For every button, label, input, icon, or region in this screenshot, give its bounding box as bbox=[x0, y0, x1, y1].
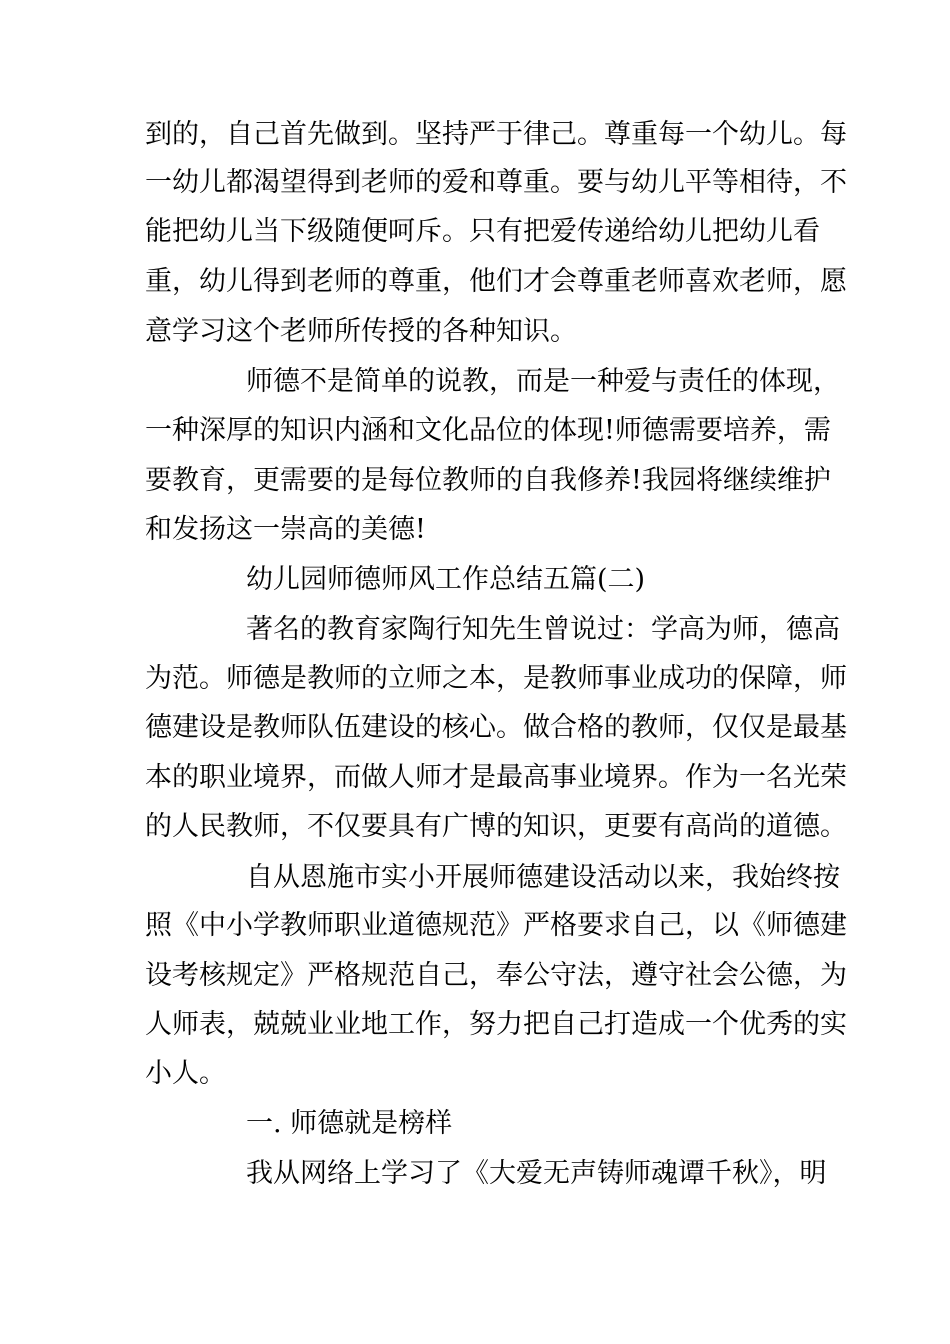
paragraph-line: 能把幼儿当下级随便呵斥。只有把爱传递给幼儿把幼儿看 bbox=[145, 216, 820, 247]
paragraph-line: 德建设是教师队伍建设的核心。做合格的教师，仅仅是最基 bbox=[145, 712, 847, 743]
paragraph-line: 人师表，兢兢业业地工作，努力把自己打造成一个优秀的实 bbox=[145, 1009, 847, 1040]
paragraph-line: 到的，自己首先做到。坚持严于律己。尊重每一个幼儿。每 bbox=[145, 119, 847, 150]
paragraph-line: 为范。师德是教师的立师之本，是教师事业成功的保障，师 bbox=[145, 663, 847, 694]
paragraph-line: 我从网络上学习了《大爱无声铸师魂谭千秋》，明 bbox=[246, 1158, 827, 1189]
paragraph-line: 重，幼儿得到老师的尊重，他们才会尊重老师喜欢老师，愿 bbox=[145, 266, 847, 297]
paragraph-line: 一幼儿都渴望得到老师的爱和尊重。要与幼儿平等相待，不 bbox=[145, 167, 847, 198]
paragraph-line: 一种深厚的知识内涵和文化品位的体现!师德需要培养，需 bbox=[145, 415, 831, 446]
paragraph-line: 本的职业境界，而做人师才是最高事业境界。作为一名光荣 bbox=[145, 762, 847, 793]
paragraph-line: 小人。 bbox=[145, 1058, 226, 1089]
subsection-heading: 一. 师德就是榜样 bbox=[246, 1108, 453, 1139]
paragraph-line: 著名的教育家陶行知先生曾说过：学高为师，德高 bbox=[246, 614, 840, 645]
paragraph-line: 的人民教师，不仅要具有广博的知识，更要有高尚的道德。 bbox=[145, 811, 847, 842]
paragraph-line: 设考核规定》严格规范自己，奉公守法，遵守社会公德，为 bbox=[145, 960, 847, 991]
paragraph-line: 自从恩施市实小开展师德建设活动以来，我始终按 bbox=[246, 862, 840, 893]
paragraph-line: 和发扬这一崇高的美德! bbox=[145, 514, 426, 545]
paragraph-line: 照《中小学教师职业道德规范》严格要求自己，以《师德建 bbox=[145, 910, 847, 941]
paragraph-line: 要教育，更需要的是每位教师的自我修养!我园将继续维护 bbox=[145, 465, 831, 496]
section-heading: 幼儿园师德师风工作总结五篇(二) bbox=[246, 564, 646, 595]
paragraph-line: 师德不是简单的说教，而是一种爱与责任的体现， bbox=[246, 366, 840, 397]
paragraph-line: 意学习这个老师所传授的各种知识。 bbox=[145, 316, 577, 347]
